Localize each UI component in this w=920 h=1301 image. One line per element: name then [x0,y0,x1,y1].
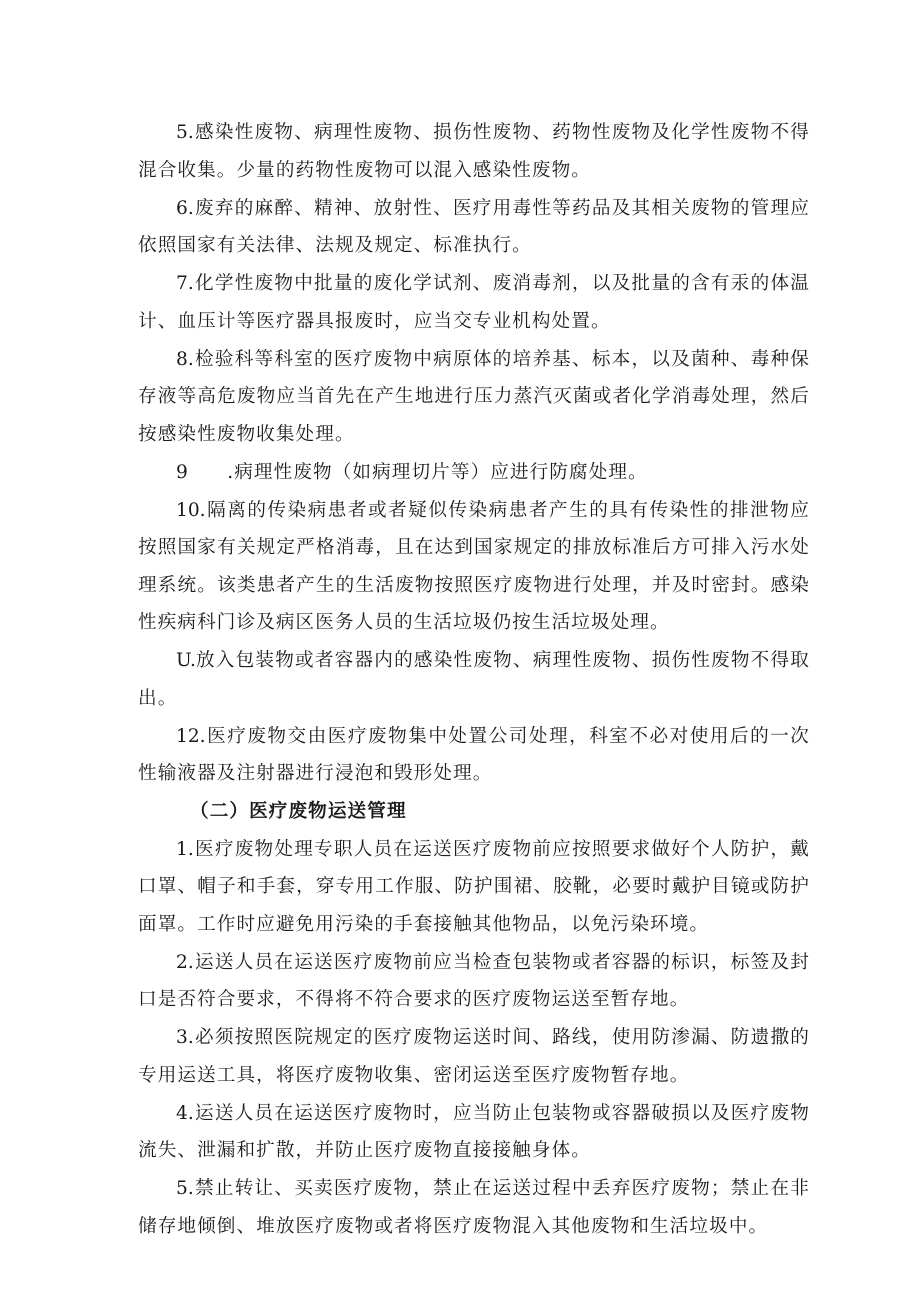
paragraph-item-6 [138,190,810,265]
paragraph-item-9 [138,454,810,492]
document-page [138,114,810,1246]
paragraph-number: 5 [176,1178,188,1199]
paragraph-text: .禁止转让、买卖医疗废物，禁止在运送过程中丢弃医疗废物；禁止在非储存地倾倒、堆放医疗废物或者将医疗废物混入其他废物和生活垃圾中。 [138,1178,810,1237]
transport-item-2 [138,944,810,1019]
transport-item-4 [138,1095,810,1170]
paragraph-text: .运送人员在运送医疗废物前应当检查包装物或者容器的标识，标签及封口是否符合要求，不得将不符合要求的医疗废物运送至暂存地。 [138,951,810,1010]
paragraph-number: 10 [176,499,200,521]
paragraph-text: .病理性废物（如病理切片等）应进行防腐处理。 [187,461,648,483]
paragraph-item-11 [138,642,810,717]
paragraph-number: 5 [176,122,188,143]
paragraph-text: .运送人员在运送医疗废物时，应当防止包装物或容器破损以及医疗废物流失、泄漏和扩散，并防止医疗废物直接接触身体。 [138,1102,810,1161]
paragraph-text: .隔离的传染病患者或者疑似传染病患者产生的具有传染性的排泄物应按照国家有关规定严格消毒，且在达到国家规定的排放标准后方可排入污水处理系统。该类患者产生的生活废物按照医疗废物进行处理，并及时密封。感染性疾病科门诊及病区医务人员的生活垃圾仍按生活垃圾处理。 [138,499,810,633]
paragraph-number: 4 [176,1102,188,1124]
paragraph-item-7 [138,265,810,340]
paragraph-number: 8 [176,348,188,370]
paragraph-number: U. [176,650,196,671]
paragraph-number: 1 [176,838,188,860]
paragraph-text: .感染性废物、病理性废物、损伤性废物、药物性废物及化学性废物不得混合收集。少量的药物性废物可以混入感染性废物。 [138,122,810,181]
paragraph-text: .化学性废物中批量的废化学试剂、废消毒剂，以及批量的含有汞的体温计、血压计等医疗器具报废时，应当交专业机构处置。 [138,273,810,332]
paragraph-text: .医疗废物处理专职人员在运送医疗废物前应按照要求做好个人防护，戴口罩、帽子和手套，穿专用工作服、防护围裙、胶靴，必要时戴护目镜或防护面罩。工作时应避免用污染的手套接触其他物品，以免污染环境。 [138,838,810,935]
transport-item-3 [138,1019,810,1094]
transport-item-5 [138,1170,810,1245]
paragraph-item-8 [138,341,810,454]
paragraph-item-12 [138,718,810,793]
paragraph-text: 放入包装物或者容器内的感染性废物、病理性废物、损伤性废物不得取出。 [138,650,810,709]
paragraph-item-10 [138,492,810,642]
paragraph-number: 6 [176,197,188,219]
paragraph-item-5 [138,114,810,189]
paragraph-text: .必须按照医院规定的医疗废物运送时间、路线，使用防渗漏、防遗撒的专用运送工具，将医疗废物收集、密闭运送至医疗废物暂存地。 [138,1027,810,1086]
paragraph-number: 3 [176,1027,188,1048]
paragraph-text: .医疗废物交由医疗废物集中处置公司处理，科室不必对使用后的一次性输液器及注射器进行浸泡和毁形处理。 [138,725,810,784]
paragraph-number: 7 [176,273,188,294]
transport-item-1 [138,831,810,944]
section-heading: （二）医疗废物运送管理 [190,801,407,822]
paragraph-number: 12 [176,725,200,747]
paragraph-number: 9 [176,461,188,483]
paragraph-text: .检验科等科室的医疗废物中病原体的培养基、标本，以及菌种、毒种保存液等高危废物应当首先在产生地进行压力蒸汽灭菌或者化学消毒处理，然后按感染性废物收集处理。 [138,348,810,445]
paragraph-number: 2 [176,951,188,973]
paragraph-text: .废弃的麻醉、精神、放射性、医疗用毒性等药品及其相关废物的管理应依照国家有关法律、法规及规定、标准执行。 [138,197,810,256]
